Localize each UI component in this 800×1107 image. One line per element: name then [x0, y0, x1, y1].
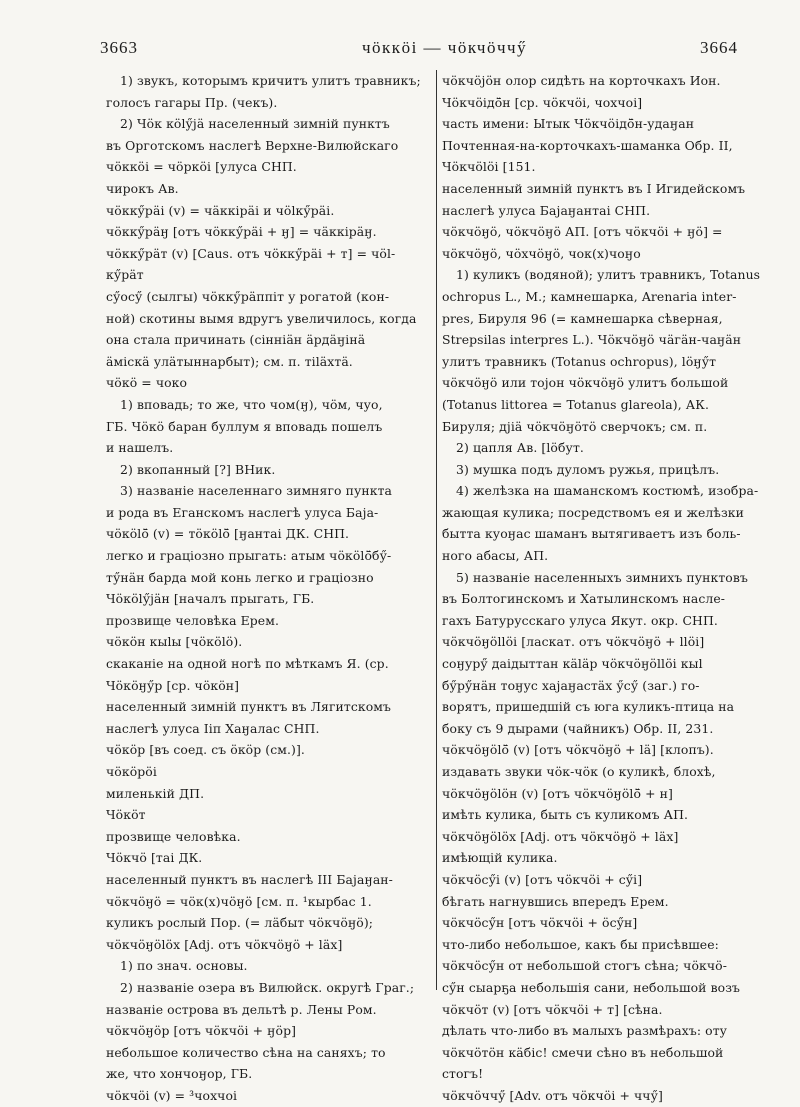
text-line: издавать звуки чӧк-чӧк (о куликѣ, блохѣ,	[442, 764, 716, 779]
text-line: 1) по знач. основы.	[120, 958, 248, 974]
page-number-left: 3663	[100, 38, 138, 57]
text-line: соӈурӳ даідыттан кӓlӓр чӧкчӧӈӧllӧі кыl	[442, 656, 703, 672]
text-line: чӧкчӧӈӧlӧх [Adj. отъ чӧкчӧӈӧ + lӓх]	[442, 828, 679, 844]
text-line: ГБ. Чӧкӧ баран буллум я вповадь пошелъ	[106, 418, 383, 434]
text-line: 3) мушка подъ дуломъ ружья, прицѣлъ.	[456, 461, 720, 477]
text-line: Почтенная-на-корточкахъ-шаманка Обр. II,	[442, 137, 733, 153]
text-line: Strepsilas interpres L.). Чӧкчӧӈӧ чӓгӓн-чаӈӓн	[442, 332, 742, 348]
text-line: боку съ 9 дырами (чайникъ) Обр. II, 231.	[442, 720, 714, 736]
text-line: Бируля; дjiӓ чӧкчӧӈӧтӧ сверчокъ; см. п.	[442, 418, 708, 434]
text-line: сӳн сыарҕа небольшія сани, небольшой возъ	[442, 979, 741, 995]
text-line: чӧккӳрӓӈ [отъ чӧккӳрӓі + ӈ] = чӓккірӓӈ.	[106, 224, 377, 240]
text-line: бӳрӳнӓн тоӈус хаjаӈастӓх ӳсӳ (заг.) го-	[442, 677, 700, 693]
text-line: чӧкчӧӈӧlӧ̄ (v) [отъ чӧкчӧӈӧ + lӓ] [клопъ).	[442, 742, 714, 758]
text-line: чӧкчӧсӳн от небольшой стогъ сѣна; чӧкчӧ-	[442, 958, 728, 974]
text-line: чӧкчӧӈӧ или тојон чӧкчӧӈӧ улитъ большой	[442, 375, 729, 391]
text-line: чӧкчӧсӳн [отъ чӧкчӧі + ӧсӳн]	[442, 915, 638, 931]
text-line: Чӧкчӧ [таі ДК.	[106, 850, 203, 866]
text-line: ного абасы, АП.	[442, 548, 549, 564]
text-line: легко и граціозно прыгать: атым чӧкӧlӧ̄бӳ-	[106, 548, 392, 564]
text-line: населенный пунктъ въ наслегѣ III Баjаӈан-	[106, 871, 393, 887]
text-line: чӧкчӧччӳ [Adv. отъ чӧкчӧі + ччӳ]	[442, 1087, 663, 1103]
text-line: чӧкчӧјӧн олор сидѣть на корточкахъ Ион.	[442, 73, 721, 88]
text-line: чӧкчӧсӳі (v) [отъ чӧкчӧі + сӳі]	[442, 871, 643, 887]
text-line: 2) Чӧк кӧlӳјӓ населенный зимній пунктъ	[120, 116, 390, 132]
text-line: 5) названіе населенныхъ зимнихъ пунктовъ	[456, 569, 748, 585]
text-line: ӓміскӓ улӓтыннарбыт); см. п. тіlӓхтӓ.	[106, 353, 353, 369]
text-line: чӧкчӧӈӧlӧн (v) [отъ чӧкчӧӈӧlӧ̄ + н]	[442, 785, 673, 801]
text-line: прозвище человѣка Ерем.	[106, 612, 279, 628]
text-line: и рода въ Еганскомъ наслегѣ улуса Баја-	[106, 504, 379, 520]
page-header	[0, 38, 800, 62]
text-line: дѣлать что-либо въ малыхъ размѣрахъ: оту	[442, 1023, 728, 1039]
text-line: населенный зимній пунктъ въ Лягитскомъ	[106, 699, 392, 715]
text-line: скаканіе на одной ногѣ по мѣткамъ Я. (ср.	[106, 656, 389, 672]
text-line: чӧкчӧӈӧllӧі [ласкат. отъ чӧкчӧӈӧ + llӧі]	[442, 634, 705, 650]
text-line: Чӧкӧlӳјӓн [началъ прыгать, ГБ.	[106, 591, 315, 607]
text-line: наслегѣ улуса Ііп Хаӈалас СНП.	[106, 720, 320, 736]
text-line: 1) звукъ, которымъ кричитъ улитъ травникъ;	[120, 73, 421, 88]
text-line: миленькій ДП.	[106, 785, 205, 801]
column-divider	[436, 70, 437, 990]
text-line: куликъ рослый Пор. (= лӓбыт чӧкчӧӈӧ);	[106, 915, 374, 931]
text-line: небольшое количество сѣна на саняхъ; то	[106, 1044, 386, 1060]
text-line: чӧкӧр [въ соед. съ ӧкӧр (см.)].	[106, 742, 305, 758]
text-line: ворятъ, пришедшій съ юга куликъ-птица на	[442, 699, 735, 715]
text-line: стогъ!	[442, 1066, 484, 1082]
text-line: (Totanus littorea = Totanus glareola), АК.	[442, 396, 710, 412]
text-line: и нашелъ.	[106, 440, 174, 456]
text-line: ной) скотины вымя вдругъ увеличилось, когда	[106, 310, 417, 326]
page-number-right: 3664	[700, 38, 738, 57]
text-line: прозвище человѣка.	[106, 828, 241, 844]
text-line: бѣгать нагнувшись впередъ Ерем.	[442, 893, 669, 909]
text-line: бытта куоӈас шаманъ вытягиваетъ изъ боль-	[442, 526, 741, 542]
text-line: имѣющій кулика.	[442, 850, 558, 866]
text-line: чӧккӧі = чӧркӧі [улуса СНП.	[106, 159, 297, 175]
text-line: 1) вповадь; то же, что чом(ӈ), чӧм, чуо,	[120, 396, 383, 412]
text-line: въ Болтогинскомъ и Хатылинскомъ наслe-	[442, 591, 726, 607]
text-line: 2) названіе озера въ Вилюйск. округѣ Граг.;	[120, 979, 415, 995]
text-line: жающая кулика; посредствомъ ея и желѣзки	[442, 504, 745, 520]
text-line: имѣть кулика, быть съ куликомъ АП.	[442, 807, 689, 823]
text-line: Чӧкчӧідӧ̄н [ср. чӧкчӧі, чохчоі]	[442, 94, 643, 110]
text-line: чӧкчӧӈӧр [отъ чӧкчӧі + ӈӧр]	[106, 1023, 297, 1039]
text-line: же, что хончоӈор, ГБ.	[106, 1066, 253, 1082]
text-line: чӧкчӧӈӧ, чӧкчӧӈӧ АП. [отъ чӧкчӧі + ӈӧ] =	[442, 224, 723, 240]
text-line: населенный зимній пунктъ въ I Игидейскомъ	[442, 180, 746, 196]
text-line: сӳосӳ (сылгы) чӧккӳрӓппіт у рогатой (кон-	[106, 288, 390, 304]
text-line: чӧкӧ = чоко	[106, 375, 188, 391]
text-line: чӧкчӧі (v) = ³чохчоі	[106, 1087, 238, 1103]
text-line: 2) вкопанный [?] ВНик.	[120, 461, 276, 477]
text-line: 4) желѣзка на шаманскомъ костюмѣ, изобра-	[456, 483, 759, 499]
text-line: въ Орготскомъ наслегѣ Верхне-Вилюйскаго	[106, 137, 399, 153]
text-line: часть имени: Ытык Чӧкчӧідӧ̄н-удаӈан	[442, 116, 695, 132]
text-line: чӧкчӧӈӧlӧх [Adj. отъ чӧкчӧӈӧ + lӓх]	[106, 936, 343, 952]
text-line: чӧкчӧӈӧ, чӧхчӧӈӧ, чок(х)чоӈо	[442, 245, 641, 261]
running-headwords: чӧккӧі — чӧкчӧччӳ	[362, 38, 528, 57]
text-line: чирокъ Ав.	[106, 180, 179, 196]
text-line: улитъ травникъ (Totanus ochropus), lӧӈӳт	[442, 353, 717, 369]
text-line: чӧккӳрӓі (v) = чӓккірӓі и чӧlкӳрӓі.	[106, 202, 335, 218]
text-line: гахъ Батурусскаго улуса Якут. окр. СНП.	[442, 612, 718, 628]
text-line: pres, Бируля 96 (= камнешарка сѣверная,	[442, 310, 723, 326]
text-line: ochropus L., М.; камнешарка, Arenaria inter-	[442, 288, 737, 304]
text-line: чӧкчӧӈӧ = чӧк(х)чӧӈӧ [см. п. ¹кырбас 1.	[106, 893, 372, 909]
text-line: она стала причинать (сіннiӓн ӓрдӓӈінӓ	[106, 332, 366, 348]
right-column	[442, 70, 768, 1107]
text-line: чӧкӧрӧі	[106, 764, 157, 779]
text-line: чӧкӧlӧ̄ (v) = тӧкӧlӧ̄ [ӈантаі ДК. СНП.	[106, 526, 350, 542]
text-line: чӧкӧн кыlы [чӧкӧlӧ).	[106, 634, 243, 650]
text-line: Чӧкчӧlӧі [151.	[442, 159, 536, 175]
text-line: тӳнӓн барда мой конь легко и граціозно	[106, 569, 374, 585]
text-line: 3) названіе населеннаго зимняго пункта	[120, 483, 393, 499]
text-line: Чӧкӧӈӳр [ср. чӧкӧн]	[106, 677, 240, 693]
text-line: чӧккӳрӓт (v) [Caus. отъ чӧккӳрӓі + т] = чӧl-	[106, 245, 396, 261]
text-line: чӧкчӧтӧн кӓбіс! смечи сѣно въ небольшой	[442, 1044, 724, 1060]
left-column	[106, 70, 431, 1107]
text-line: Чӧкӧт	[106, 807, 146, 823]
text-line: названіе острова въ дельтѣ р. Лены Ром.	[106, 1001, 377, 1017]
text-line: 2) цапля Ав. [lӧбут.	[456, 440, 584, 456]
text-line: 1) куликъ (водяной); улитъ травникъ, Totanus	[456, 267, 761, 283]
text-line: что-либо небольшое, какъ бы присѣвшее:	[442, 936, 719, 952]
text-line: голосъ гагары Пр. (чекъ).	[106, 94, 278, 110]
text-line: кӳрӓт	[106, 267, 144, 283]
text-line: чӧкчӧт (v) [отъ чӧкчӧі + т] [сѣна.	[442, 1001, 663, 1017]
text-line: наслегѣ улуса Баjаӈантаі СНП.	[442, 202, 651, 218]
